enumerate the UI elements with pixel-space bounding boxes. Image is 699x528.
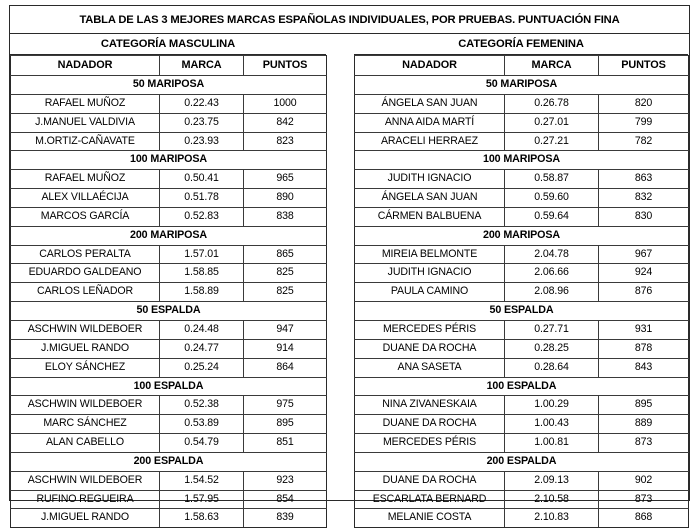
event-group-row [355, 377, 689, 396]
cell-marca: 1.58.63 [160, 509, 244, 528]
column-header-row [355, 56, 689, 76]
cell-nadador: ALAN CABELLO [11, 434, 160, 453]
event-group-row [11, 302, 327, 321]
cell-marca: 0.50.41 [160, 170, 244, 189]
cell-marca: 0.28.25 [505, 339, 599, 358]
cell-puntos: 832 [599, 189, 689, 208]
table-row [355, 434, 689, 453]
cell-nadador: ANA SASETA [355, 358, 505, 377]
cell-puntos: 967 [599, 245, 689, 264]
cell-puntos: 931 [599, 320, 689, 339]
cell-marca: 1.00.29 [505, 396, 599, 415]
table-title-row [10, 6, 689, 34]
event-name: 200 ESPALDA [11, 452, 327, 471]
cell-nadador: CARLOS PERALTA [11, 245, 160, 264]
table-row [355, 113, 689, 132]
table-row [355, 358, 689, 377]
column-header-row [11, 56, 327, 76]
event-name: 200 MARIPOSA [11, 226, 327, 245]
category-panel-femenina [354, 34, 688, 528]
results-grid-femenina [354, 55, 689, 528]
cell-marca: 2.04.78 [505, 245, 599, 264]
cell-puntos: 799 [599, 113, 689, 132]
table-row [11, 94, 327, 113]
cell-marca: 0.22.43 [160, 94, 244, 113]
table-row [355, 471, 689, 490]
table-row [11, 434, 327, 453]
cell-puntos: 838 [244, 207, 327, 226]
table-row [11, 264, 327, 283]
cell-marca: 0.25.24 [160, 358, 244, 377]
category-header-masculina [10, 34, 326, 55]
cell-marca: 1.00.81 [505, 434, 599, 453]
category-header-femenina [354, 34, 688, 55]
table-row [11, 189, 327, 208]
cell-nadador: MERCEDES PÉRIS [355, 320, 505, 339]
column-header-nadador: NADADOR [11, 56, 160, 76]
cell-marca: 0.54.79 [160, 434, 244, 453]
cell-marca: 2.06.66 [505, 264, 599, 283]
table-row [11, 396, 327, 415]
cell-puntos: 889 [599, 415, 689, 434]
table-row [11, 320, 327, 339]
event-group-row [355, 151, 689, 170]
table-row [11, 339, 327, 358]
cell-nadador: EDUARDO GALDEANO [11, 264, 160, 283]
column-header-marca: MARCA [505, 56, 599, 76]
category-panel-masculina [10, 34, 326, 528]
event-name: 50 ESPALDA [355, 302, 689, 321]
category-label: CATEGORÍA MASCULINA [100, 38, 236, 50]
cell-marca: 0.27.01 [505, 113, 599, 132]
cell-nadador: MARCOS GARCÍA [11, 207, 160, 226]
cell-marca: 0.52.38 [160, 396, 244, 415]
cell-nadador: J.MIGUEL RANDO [11, 509, 160, 528]
cell-nadador: MELANIE COSTA [355, 509, 505, 528]
results-table [9, 5, 690, 524]
cell-nadador: ANNA AIDA MARTÍ [355, 113, 505, 132]
cell-puntos: 902 [599, 471, 689, 490]
cell-puntos: 864 [244, 358, 327, 377]
cell-nadador: J.MANUEL VALDIVIA [11, 113, 160, 132]
cell-marca: 0.28.64 [505, 358, 599, 377]
table-row [355, 245, 689, 264]
cell-puntos: 823 [244, 132, 327, 151]
cell-nadador: ÁNGELA SAN JUAN [355, 189, 505, 208]
table-row [11, 245, 327, 264]
cell-puntos: 923 [244, 471, 327, 490]
event-name: 100 ESPALDA [355, 377, 689, 396]
table-row [355, 189, 689, 208]
cell-puntos: 839 [244, 509, 327, 528]
table-row [355, 509, 689, 528]
cell-nadador: ASCHWIN WILDEBOER [11, 396, 160, 415]
cell-nadador: MERCEDES PÉRIS [355, 434, 505, 453]
column-header-puntos: PUNTOS [599, 56, 689, 76]
cell-marca: 1.57.95 [160, 490, 244, 509]
cell-puntos: 820 [599, 94, 689, 113]
cell-puntos: 825 [244, 264, 327, 283]
panel-separator [326, 34, 354, 528]
cell-marca: 0.27.21 [505, 132, 599, 151]
cell-nadador: JUDITH IGNACIO [355, 170, 505, 189]
cell-puntos: 863 [599, 170, 689, 189]
table-row [355, 339, 689, 358]
cell-nadador: CÁRMEN BALBUENA [355, 207, 505, 226]
category-label: CATEGORÍA FEMENINA [458, 38, 584, 50]
event-group-row [11, 377, 327, 396]
cell-puntos: 924 [599, 264, 689, 283]
table-row [355, 415, 689, 434]
cell-puntos: 947 [244, 320, 327, 339]
cell-puntos: 975 [244, 396, 327, 415]
table-body-area [10, 34, 689, 528]
event-group-row [355, 226, 689, 245]
cell-nadador: RUFINO REGUEIRA [11, 490, 160, 509]
cell-nadador: RAFAEL MUÑOZ [11, 94, 160, 113]
cell-puntos: 873 [599, 490, 689, 509]
column-header-nadador: NADADOR [355, 56, 505, 76]
cell-puntos: 876 [599, 283, 689, 302]
cell-nadador: ESCARLATA BERNARD [355, 490, 505, 509]
cell-nadador: ASCHWIN WILDEBOER [11, 471, 160, 490]
table-row [11, 207, 327, 226]
cell-marca: 1.57.01 [160, 245, 244, 264]
cell-puntos: 965 [244, 170, 327, 189]
table-row [11, 132, 327, 151]
cell-puntos: 878 [599, 339, 689, 358]
event-name: 200 ESPALDA [355, 452, 689, 471]
table-row [11, 113, 327, 132]
cell-nadador: ÁNGELA SAN JUAN [355, 94, 505, 113]
event-name: 100 MARIPOSA [355, 151, 689, 170]
cell-marca: 0.59.64 [505, 207, 599, 226]
cell-marca: 1.58.89 [160, 283, 244, 302]
cell-puntos: 854 [244, 490, 327, 509]
cell-marca: 0.58.87 [505, 170, 599, 189]
column-header-marca: MARCA [160, 56, 244, 76]
event-name: 50 MARIPOSA [11, 76, 327, 95]
table-row [11, 283, 327, 302]
cell-marca: 0.27.71 [505, 320, 599, 339]
cell-marca: 0.26.78 [505, 94, 599, 113]
event-group-row [11, 452, 327, 471]
cell-nadador: ALEX VILLAÉCIJA [11, 189, 160, 208]
cell-nadador: DUANE DA ROCHA [355, 415, 505, 434]
cell-nadador: MARC SÁNCHEZ [11, 415, 160, 434]
table-row [11, 490, 327, 509]
table-row [355, 396, 689, 415]
cell-puntos: 865 [244, 245, 327, 264]
cell-puntos: 825 [244, 283, 327, 302]
grid-body-femenina [355, 56, 689, 528]
event-group-row [355, 452, 689, 471]
cell-nadador: DUANE DA ROCHA [355, 339, 505, 358]
table-row [355, 320, 689, 339]
event-name: 50 ESPALDA [11, 302, 327, 321]
table-row [11, 415, 327, 434]
table-row [355, 132, 689, 151]
event-group-row [11, 76, 327, 95]
cell-nadador: ARACELI HERRAEZ [355, 132, 505, 151]
table-row [11, 509, 327, 528]
cell-nadador: J.MIGUEL RANDO [11, 339, 160, 358]
table-row [355, 170, 689, 189]
table-row [11, 471, 327, 490]
table-row [355, 94, 689, 113]
cell-puntos: 830 [599, 207, 689, 226]
cell-nadador: CARLOS LEÑADOR [11, 283, 160, 302]
table-row [11, 358, 327, 377]
cell-puntos: 843 [599, 358, 689, 377]
cell-marca: 0.24.77 [160, 339, 244, 358]
cell-marca: 0.51.78 [160, 189, 244, 208]
table-row [355, 264, 689, 283]
cell-puntos: 890 [244, 189, 327, 208]
cell-puntos: 895 [244, 415, 327, 434]
cell-puntos: 851 [244, 434, 327, 453]
cell-nadador: ELOY SÁNCHEZ [11, 358, 160, 377]
cell-nadador: M.ORTIZ-CAÑAVATE [11, 132, 160, 151]
cell-marca: 0.23.93 [160, 132, 244, 151]
cell-nadador: ASCHWIN WILDEBOER [11, 320, 160, 339]
event-name: 50 MARIPOSA [355, 76, 689, 95]
cell-nadador: NINA ZIVANESKAIA [355, 396, 505, 415]
cell-puntos: 895 [599, 396, 689, 415]
event-name: 100 MARIPOSA [11, 151, 327, 170]
cell-marca: 2.10.83 [505, 509, 599, 528]
event-group-row [11, 151, 327, 170]
event-group-row [355, 302, 689, 321]
column-header-puntos: PUNTOS [244, 56, 327, 76]
cell-puntos: 868 [599, 509, 689, 528]
cell-marca: 0.52.83 [160, 207, 244, 226]
cell-marca: 0.23.75 [160, 113, 244, 132]
page-title: TABLA DE LAS 3 MEJORES MARCAS ESPAÑOLAS INDIVIDUALES, POR PRUEBAS. PUNTUACIÓN FINA [79, 13, 620, 26]
cell-marca: 1.54.52 [160, 471, 244, 490]
table-row [355, 283, 689, 302]
cell-nadador: MIREIA BELMONTE [355, 245, 505, 264]
cell-nadador: RAFAEL MUÑOZ [11, 170, 160, 189]
cell-puntos: 842 [244, 113, 327, 132]
cell-marca: 2.08.96 [505, 283, 599, 302]
cell-puntos: 914 [244, 339, 327, 358]
event-name: 100 ESPALDA [11, 377, 327, 396]
cell-nadador: PAULA CAMINO [355, 283, 505, 302]
cell-puntos: 1000 [244, 94, 327, 113]
results-grid-masculina [10, 55, 327, 528]
cell-marca: 1.00.43 [505, 415, 599, 434]
cell-marca: 1.58.85 [160, 264, 244, 283]
cell-puntos: 782 [599, 132, 689, 151]
cell-nadador: DUANE DA ROCHA [355, 471, 505, 490]
cell-marca: 2.10.58 [505, 490, 599, 509]
table-row [355, 490, 689, 509]
event-group-row [355, 76, 689, 95]
table-row [11, 170, 327, 189]
cell-puntos: 873 [599, 434, 689, 453]
cell-nadador: JUDITH IGNACIO [355, 264, 505, 283]
cell-marca: 0.59.60 [505, 189, 599, 208]
event-name: 200 MARIPOSA [355, 226, 689, 245]
event-group-row [11, 226, 327, 245]
cell-marca: 2.09.13 [505, 471, 599, 490]
cell-marca: 0.53.89 [160, 415, 244, 434]
cell-marca: 0.24.48 [160, 320, 244, 339]
table-row [355, 207, 689, 226]
grid-body-masculina [11, 56, 327, 528]
